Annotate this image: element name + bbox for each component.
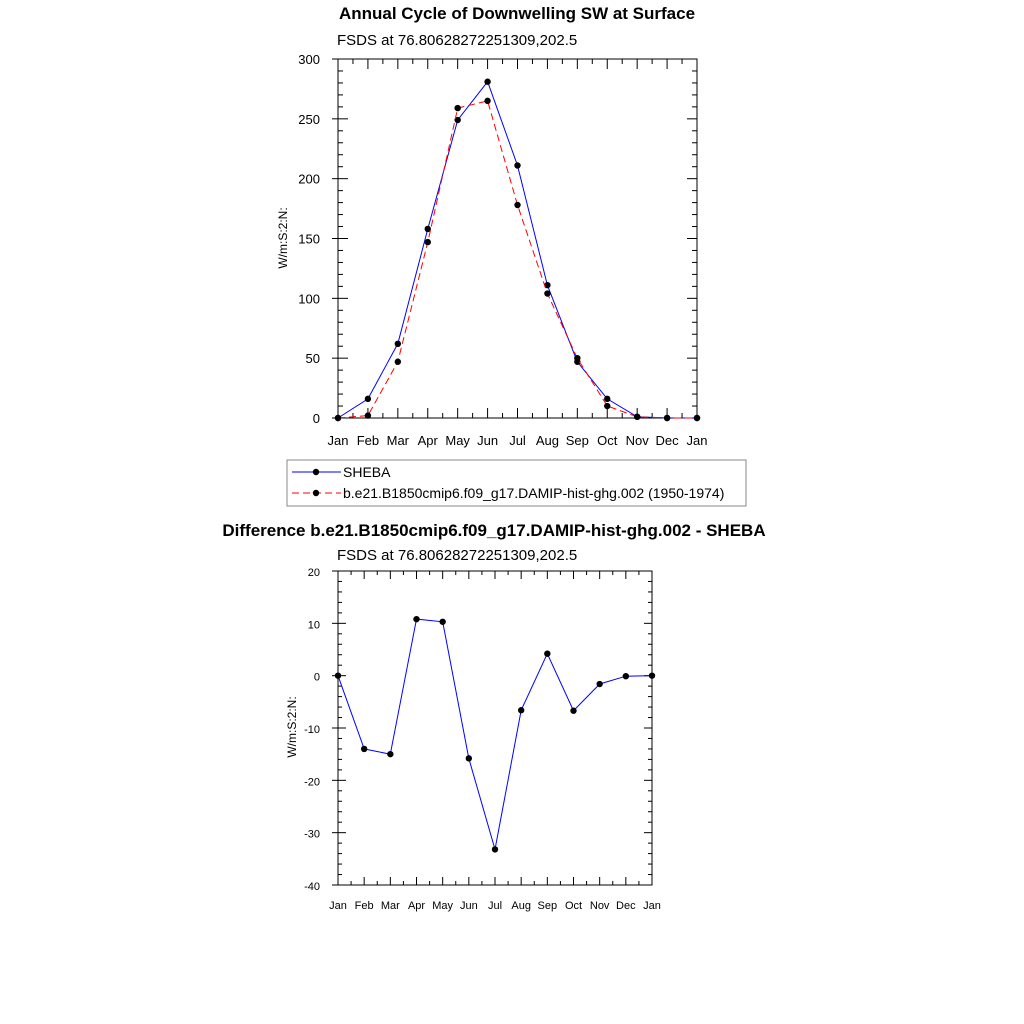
x-tick-label: Dec <box>655 433 679 448</box>
data-point <box>365 396 371 402</box>
x-tick-label: Oct <box>597 433 618 448</box>
y-tick-label: 100 <box>298 291 320 307</box>
plot-axes <box>304 567 661 912</box>
x-tick-label: Jul <box>487 900 503 912</box>
data-point <box>492 846 498 852</box>
data-point <box>694 415 700 421</box>
series-line-0 <box>338 619 652 849</box>
data-point <box>413 616 419 622</box>
annual-cycle-chart <box>276 4 707 448</box>
y-tick-label: -40 <box>304 881 320 893</box>
chart-title: Annual Cycle of Downwelling SW at Surface <box>338 4 696 23</box>
y-tick-label: -30 <box>304 828 320 841</box>
x-tick-label: May <box>432 900 454 912</box>
legend-marker-sheba <box>313 469 319 475</box>
data-point <box>570 708 576 714</box>
y-tick-label: 300 <box>298 52 320 67</box>
x-tick-label: Jun <box>459 900 478 912</box>
data-point <box>514 202 520 208</box>
data-point <box>604 403 610 409</box>
data-point <box>544 290 550 296</box>
x-tick-label: Aug <box>511 900 531 912</box>
data-point <box>425 239 431 245</box>
x-tick-label: Jan <box>329 900 347 912</box>
x-tick-label: Jun <box>477 433 499 448</box>
data-point <box>335 672 341 678</box>
data-point <box>544 650 550 656</box>
data-point <box>574 355 580 361</box>
y-tick-label: 50 <box>305 351 320 367</box>
x-tick-label: Mar <box>386 433 410 448</box>
x-tick-label: Mar <box>380 900 400 912</box>
x-tick-label: Jan <box>327 433 349 448</box>
data-point <box>454 105 460 111</box>
x-tick-label: Nov <box>625 433 649 448</box>
data-point <box>664 415 670 421</box>
data-point <box>484 98 490 104</box>
data-point <box>484 79 490 85</box>
data-point <box>335 415 341 421</box>
plot-axes <box>298 52 707 448</box>
y-axis-label: W/m:S:2:N: <box>276 207 290 269</box>
data-point <box>387 751 393 757</box>
difference-chart <box>222 521 765 912</box>
x-tick-label: Feb <box>354 900 374 912</box>
y-tick-label: 0 <box>313 671 320 684</box>
y-tick-label: 250 <box>298 111 320 127</box>
data-point <box>604 396 610 402</box>
chart-subtitle: FSDS at 76.80628272251309,202.5 <box>337 547 578 564</box>
legend-marker-model <box>313 490 319 496</box>
x-tick-label: Sep <box>565 433 589 448</box>
x-tick-label: Feb <box>356 433 380 448</box>
series-line-0 <box>338 82 697 418</box>
data-point <box>395 359 401 365</box>
data-point <box>514 162 520 168</box>
legend <box>287 460 746 506</box>
y-tick-label: 200 <box>298 171 320 187</box>
x-tick-label: Jan <box>686 433 708 448</box>
data-point <box>395 341 401 347</box>
data-point <box>634 414 640 420</box>
plot-frame <box>338 571 652 885</box>
legend-label-sheba: SHEBA <box>343 464 391 480</box>
y-axis-label: W/m:S:2:N: <box>285 696 299 758</box>
y-tick-label: -20 <box>304 776 320 789</box>
data-point <box>518 707 524 713</box>
x-tick-label: Oct <box>564 900 583 912</box>
x-tick-label: Sep <box>537 900 558 912</box>
plot-marks <box>335 79 700 422</box>
x-tick-label: Apr <box>417 433 438 448</box>
x-tick-label: Nov <box>589 900 610 912</box>
data-point <box>466 755 472 761</box>
x-tick-label: Dec <box>616 900 636 912</box>
x-tick-label: Jul <box>509 433 526 448</box>
legend-label-model: b.e21.B1850cmip6.f09_g17.DAMIP-hist-ghg.002 (1950-1974) <box>343 485 725 501</box>
y-tick-label: 0 <box>312 411 320 426</box>
data-point <box>649 672 655 678</box>
data-point <box>439 619 445 625</box>
series-line-1 <box>338 101 697 418</box>
x-tick-label: Jan <box>643 900 661 912</box>
x-tick-label: Aug <box>535 433 559 448</box>
chart-title: Difference b.e21.B1850cmip6.f09_g17.DAMIP-hist-ghg.002 - SHEBA <box>222 521 766 540</box>
y-tick-label: -10 <box>304 724 320 736</box>
plot-frame <box>338 59 697 418</box>
chart-subtitle: FSDS at 76.80628272251309,202.5 <box>337 32 578 49</box>
x-tick-label: Apr <box>407 900 426 912</box>
plot-marks <box>335 616 655 853</box>
data-point <box>361 746 367 752</box>
x-tick-label: May <box>445 433 470 448</box>
y-tick-label: 150 <box>298 231 320 247</box>
y-tick-label: 20 <box>307 567 320 579</box>
data-point <box>596 681 602 687</box>
data-point <box>365 412 371 418</box>
y-tick-label: 10 <box>307 619 320 632</box>
data-point <box>623 673 629 679</box>
